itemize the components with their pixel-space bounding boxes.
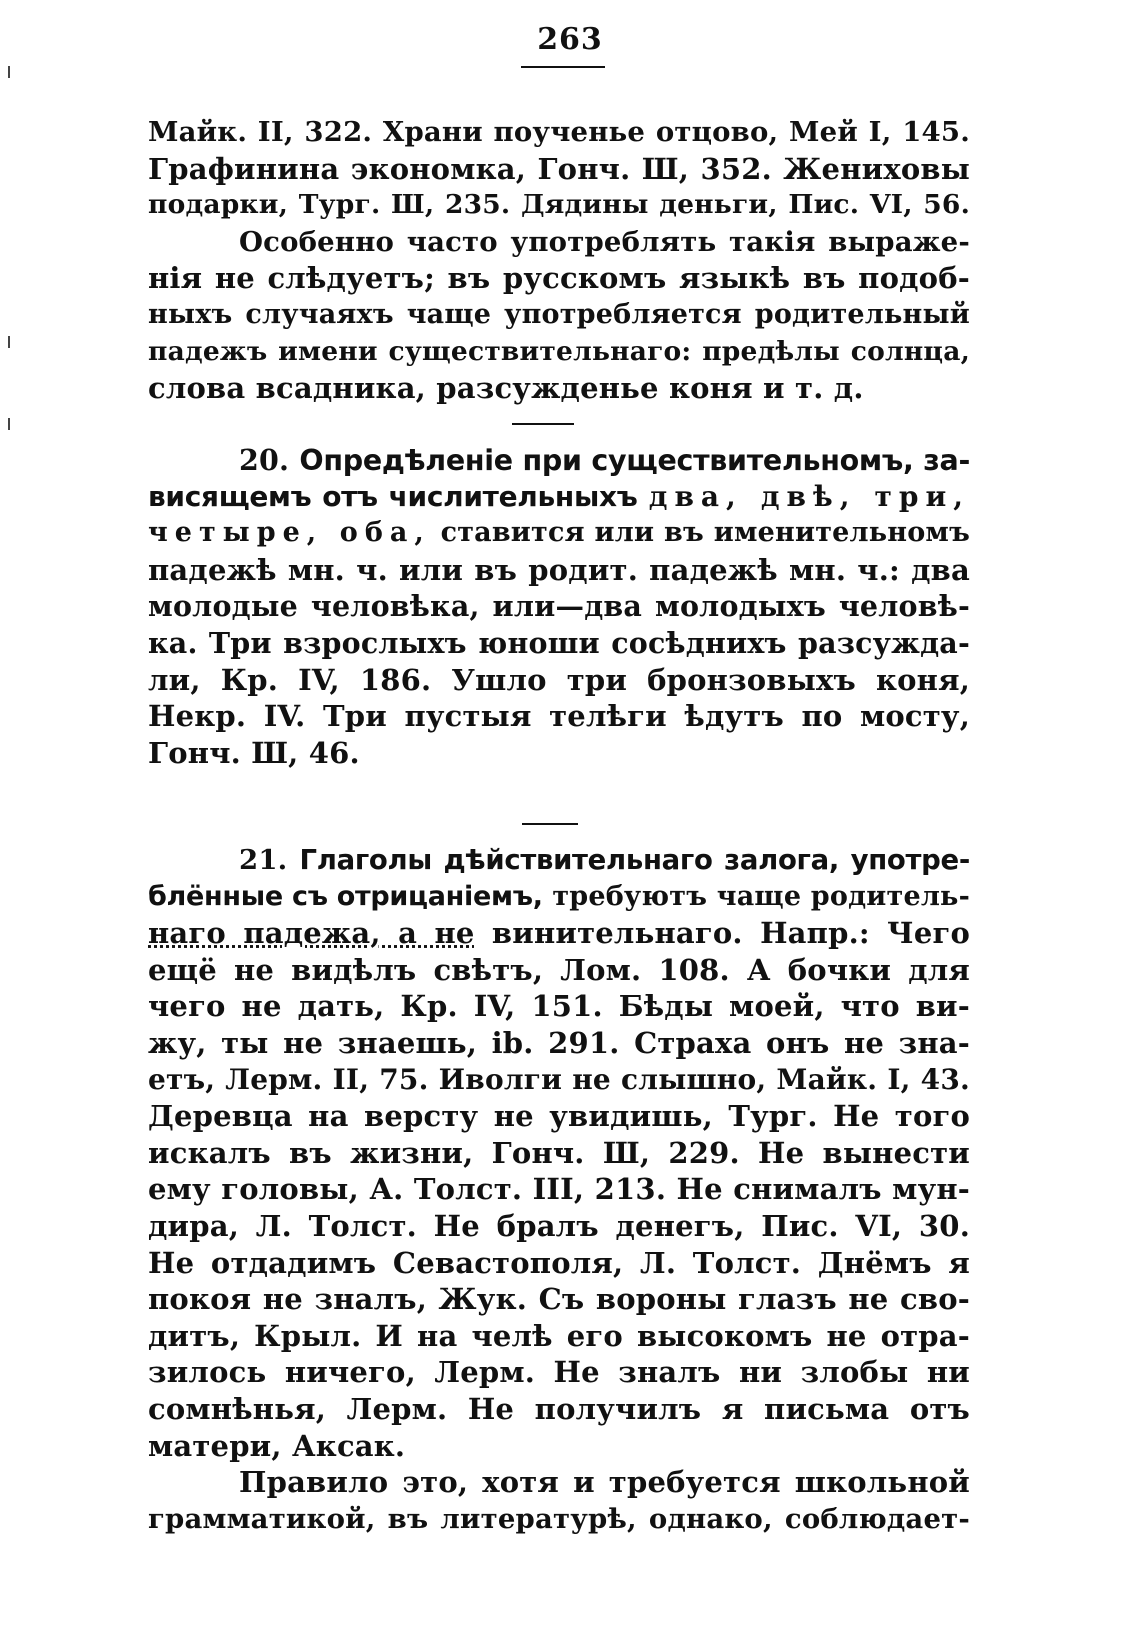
text-line: Особенно часто употреблять такія выраже- bbox=[239, 225, 970, 258]
spaced-numerals: два, двѣ, три, bbox=[648, 479, 970, 513]
text-block-1 bbox=[148, 114, 970, 407]
underlined-text: наго падежа, а не bbox=[148, 916, 475, 951]
text-line: покоя не зналъ, Жук. Съ вороны глазъ не сво- bbox=[148, 1282, 970, 1317]
text-line: Не отдадимъ Севастополя, Л. Толст. Днёмъ я bbox=[148, 1245, 970, 1280]
section-heading-line bbox=[148, 442, 970, 479]
text-line: нія не слѣдуетъ; въ русскомъ языкѣ въ подоб- bbox=[148, 261, 970, 296]
section-heading-line bbox=[148, 842, 970, 879]
text-line: дитъ, Крыл. И на челѣ его высокомъ не отра- bbox=[148, 1318, 970, 1353]
text-line: зилось ничего, Лерм. Не зналъ ни злобы ни bbox=[148, 1355, 970, 1390]
page-number-underline bbox=[521, 66, 605, 68]
section-heading: Глаголы дѣйствительнаго залога, употре- bbox=[299, 844, 971, 876]
text-line: Правило это, хотя и требуется школьной bbox=[239, 1465, 970, 1500]
text-line: Графинина экономка, Гонч. Ш, 352. Жениховы bbox=[148, 151, 970, 186]
text-line: падежъ имени существительнаго: предѣлы солнца, bbox=[148, 335, 970, 367]
section-number: 20. bbox=[239, 443, 290, 477]
text-line: ли, Кр. IV, 186. Ушло три бронзовыхъ коня, bbox=[148, 662, 970, 697]
text-line: Майк. II, 322. Храни поученье отцово, Мей I, 145. bbox=[148, 116, 970, 148]
text-line: сомнѣнья, Лерм. Не получилъ я письма отъ bbox=[148, 1391, 970, 1426]
margin-mark bbox=[8, 336, 10, 348]
text-line: ныхъ случаяхъ чаще употребляется родительный bbox=[148, 298, 970, 330]
text-line: подарки, Тург. Ш, 235. Дядины деньги, Пис. VI, 56. bbox=[148, 189, 970, 221]
text-line: Некр. IV. Три пустыя телѣги ѣдутъ по мосту, bbox=[148, 699, 970, 734]
spaced-numerals: четыре, оба, bbox=[148, 517, 431, 549]
section-21 bbox=[148, 842, 970, 1537]
section-number: 21. bbox=[239, 844, 288, 876]
text-line: етъ, Лерм. II, 75. Иволги не слышно, Майк. I, 43. bbox=[148, 1062, 970, 1096]
margin-mark bbox=[8, 418, 10, 430]
page-number: 263 bbox=[537, 22, 603, 57]
text-line: ещё не видѣлъ свѣтъ, Лом. 108. А бочки для bbox=[148, 952, 970, 987]
text-run: ставится или въ именительномъ bbox=[440, 517, 970, 549]
section-heading: Опредѣленіе при существительномъ, за- bbox=[299, 444, 970, 477]
text-line: искалъ въ жизни, Гонч. Ш, 229. Не вынести bbox=[148, 1135, 970, 1170]
section-heading: висящемъ отъ числительныхъ bbox=[148, 479, 638, 513]
text-line: ка. Три взрослыхъ юноши сосѣднихъ разсужда- bbox=[148, 625, 970, 660]
text-line: Гонч. Ш, 46. bbox=[148, 735, 360, 770]
text-line: падежѣ мн. ч. или въ родит. падежѣ мн. ч.: два bbox=[148, 552, 970, 587]
text-line bbox=[148, 915, 970, 952]
text-line: матери, Аксак. bbox=[148, 1428, 406, 1463]
section-20 bbox=[148, 442, 970, 771]
text-line: грамматикой, въ литературѣ, однако, соблюдает- bbox=[148, 1502, 970, 1535]
text-line: Деревца на версту не увидишь, Тург. Не того bbox=[148, 1099, 970, 1134]
text-run: винительнаго. Напр.: Чего bbox=[491, 916, 971, 951]
text-line: дира, Л. Толст. Не бралъ денегъ, Пис. VI, 30. bbox=[148, 1208, 970, 1243]
text-line: молодые человѣка, или—два молодыхъ человѣ- bbox=[148, 589, 970, 624]
text-line: жу, ты не знаешь, ib. 291. Страха онъ не зна- bbox=[148, 1025, 970, 1060]
margin-mark bbox=[8, 66, 10, 78]
section-separator bbox=[522, 823, 578, 825]
section-heading: блённые съ отрицаніемъ, bbox=[148, 880, 543, 912]
section-heading-line bbox=[148, 479, 970, 516]
text-line: ему головы, А. Толст. III, 213. Не снималъ мун- bbox=[148, 1172, 970, 1207]
section-separator bbox=[512, 423, 574, 425]
text-run: требуютъ чаще родитель- bbox=[552, 880, 970, 912]
text-line bbox=[148, 515, 970, 552]
text-line: слова всадника, разсужденье коня и т. д. bbox=[148, 371, 864, 406]
text-line: чего не дать, Кр. IV, 151. Бѣды моей, что ви- bbox=[148, 989, 970, 1024]
section-heading-line bbox=[148, 879, 970, 916]
